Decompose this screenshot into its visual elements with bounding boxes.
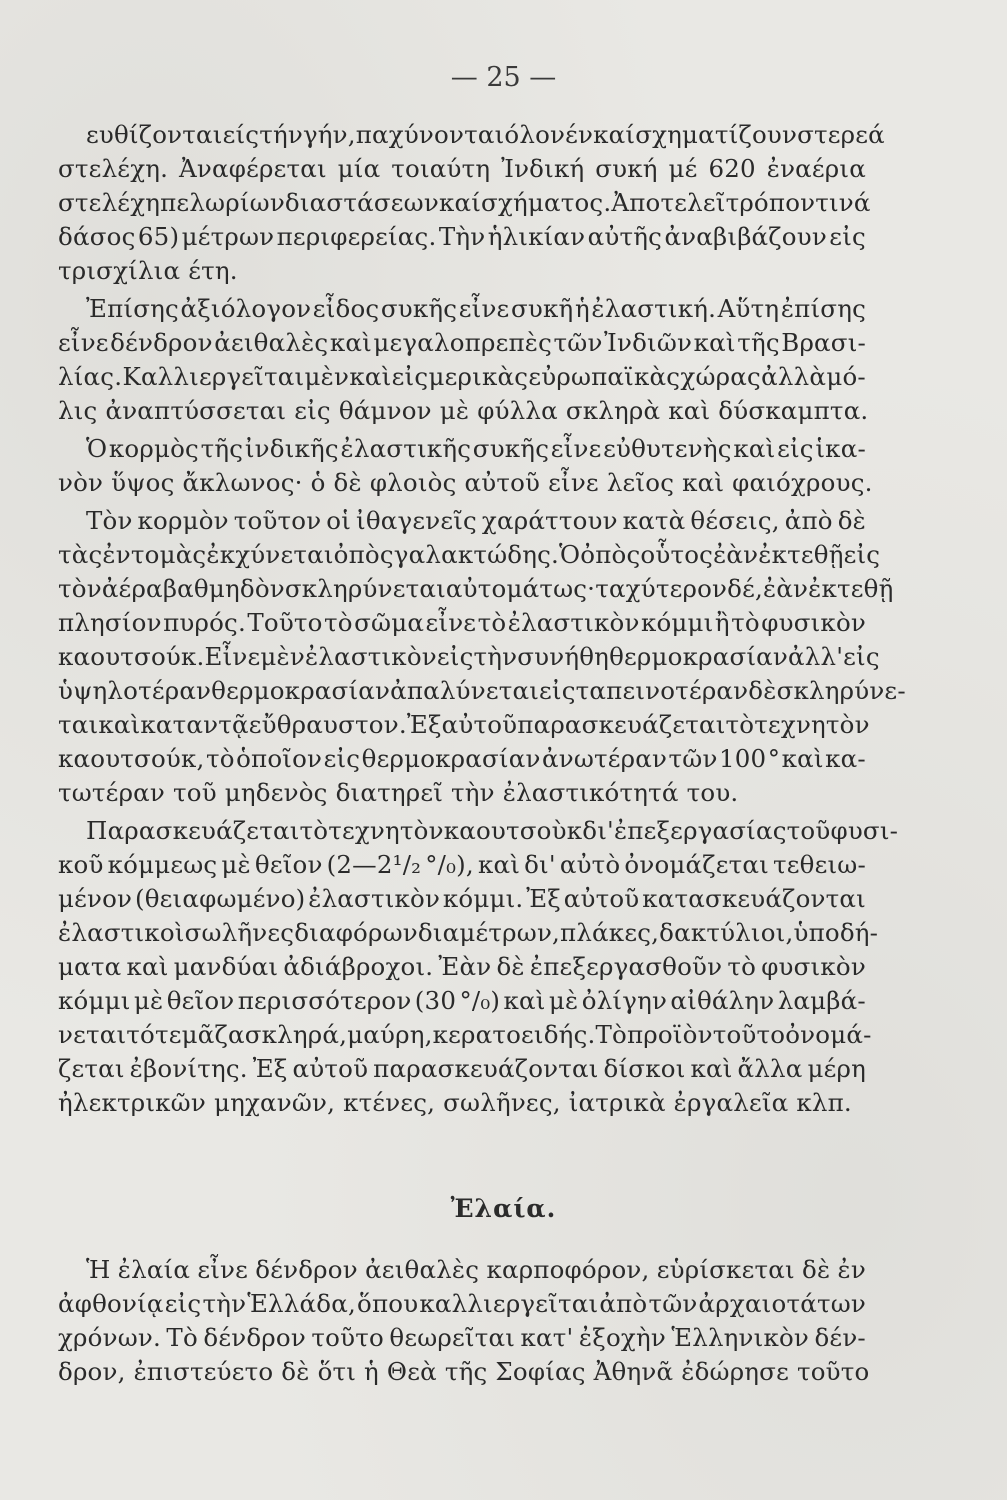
text-line: Παρασκευάζεται τὸ τεχνητὸν καουτσοὺκ δι'ἐπεξεργασίας τοῦ φυσι-	[86, 816, 899, 845]
text-line: χρόνων. Τὸ δένδρον τοῦτο θεωρεῖται κατ' ἐξοχὴν Ἑλληνικὸν δέν-	[58, 1323, 866, 1352]
paragraph	[58, 814, 899, 1120]
text-line: τὸν ἀέρα βαθμηδὸν σκληρύνεται αὐτομάτως· ταχύτερον δέ, ἐὰν ἐκτεθῇ	[58, 574, 894, 603]
body-text-top	[58, 118, 906, 1120]
text-line: Ἐπίσης ἀξιόλογον εἶδος συκῆς εἶνε συκῆ ἡ ἐλαστική. Αὕτη ἐπίσης	[86, 294, 866, 323]
text-line: ευθίζονται είς τήν γήν, παχύνονται όλονέν καί σχηματίζουν στερεά	[86, 120, 885, 149]
text-line: νεται τότε μᾶζα σκληρά, μαύρη, κερατοειδής.Τὸ προϊὸν τοῦτο ὀνομά-	[58, 1020, 872, 1049]
text-line: ἠλεκτρικῶν μηχανῶν, κτένες, σωλῆνες, ἰατρικὰ ἐργαλεῖα κλπ.	[58, 1088, 852, 1117]
text-line: ἀφθονίᾳ εἰς τὴν Ἑλλάδα, ὅπου καλλιεργεῖται ἀπὸ τῶν ἀρχαιοτάτων	[58, 1289, 866, 1318]
text-line: λίας. Καλλιεργεῖται μὲν καὶ εἰς μερικὰς εὐρωπαϊκὰς χώρας ἀλλὰ μό-	[58, 362, 866, 391]
section-heading: Ἐλαία.	[450, 1194, 557, 1223]
text-line: καουτσούκ. Εἶνε μὲν ἐλαστικὸν εἰς τὴν συνήθη θερμοκρασίαν ἀλλ' εἰς	[58, 642, 880, 671]
paragraph	[58, 432, 873, 500]
text-line: ματα καὶ μανδύαι ἀδιάβροχοι. Ἐὰν δὲ ἐπεξεργασθοῦν τὸ φυσικὸν	[58, 952, 866, 981]
text-line: λις ἀναπτύσσεται εἰς θάμνον μὲ φύλλα σκληρὰ καὶ δύσκαμπτα.	[58, 396, 869, 425]
text-line: στελέχη πελωρίων διαστάσεων καί σχήματος. Ἀποτελεῖ τρόπον τινά	[58, 188, 871, 217]
text-line: ται καὶ καταντᾷ εὔθραυστον. Ἐξ αὐτοῦ παρασκευάζεται τὸ τεχνητὸν	[58, 710, 870, 739]
text-line: δάσος 65) μέτρων περιφερείας. Τὴν ἡλικίαν αὐτῆς ἀναβιβάζουν εἰς	[58, 222, 866, 251]
text-line: στελέχη. Ἀναφέρεται μία τοιαύτη Ἰνδική συκή μέ 620 ἐναέρια	[58, 154, 866, 183]
text-line: Ἡ ἐλαία εἶνε δένδρον ἀειθαλὲς καρποφόρον, εὑρίσκεται δὲ ἐν	[86, 1255, 866, 1284]
text-line: κοῦ κόμμεως μὲ θεῖον (2—2¹/₂ °/₀), καὶ δι' αὐτὸ ὀνομάζεται τεθειω-	[58, 850, 866, 879]
paragraph	[58, 1253, 870, 1389]
text-line: νὸν ὕψος ἄκλωνος· ὁ δὲ φλοιὸς αὐτοῦ εἶνε λεῖος καὶ φαιόχρους.	[58, 468, 873, 497]
text-line: Τὸν κορμὸν τοῦτον οἱ ἰθαγενεῖς χαράττουν κατὰ θέσεις, ἀπὸ δὲ	[86, 506, 866, 535]
text-line: τωτέραν τοῦ μηδενὸς διατηρεῖ τὴν ἐλαστικότητά του.	[58, 778, 739, 807]
text-line: δρον, ἐπιστεύετο δὲ ὅτι ἡ Θεὰ τῆς Σοφίας Ἀθηνᾶ ἐδώρησε τοῦτο	[58, 1357, 870, 1386]
body-text-bottom	[58, 1253, 870, 1389]
text-line: ὑψηλοτέραν θερμοκρασίαν ἀπαλύνεται εἰς ταπεινοτέραν δὲ σκληρύνε-	[58, 676, 906, 705]
text-line: τρισχίλια έτη.	[58, 256, 238, 285]
text-line: Ὁ κορμὸς τῆς ἰνδικῆς ἐλαστικῆς συκῆς εἶνε εὐθυτενὴς καὶ εἰς ἱκα-	[86, 434, 866, 463]
paragraph	[58, 504, 906, 810]
text-line: μένον (θειαφωμένο) ἐλαστικὸν κόμμι. Ἐξ αὐτοῦ κατασκευάζονται	[58, 884, 866, 913]
text-line: καουτσούκ, τὸ ὁποῖον εἰς θερμοκρασίαν ἀνωτέραν τῶν 100 ° καὶ κα-	[58, 744, 866, 773]
text-line: ἐλαστικοὶ σωλῆνες διαφόρων διαμέτρων, πλάκες, δακτύλιοι, ὑποδή-	[58, 918, 879, 947]
text-line: ζεται ἐβονίτης. Ἐξ αὐτοῦ παρασκευάζονται δίσκοι καὶ ἄλλα μέρη	[58, 1054, 866, 1083]
paragraph	[58, 118, 885, 288]
text-line: κόμμι μὲ θεῖον περισσότερον (30 °/₀) καὶ μὲ ὀλίγην αἰθάλην λαμβά-	[58, 986, 866, 1015]
text-line: τὰς ἐντομὰς ἐκχύνεται ὀπὸς γαλακτώδης.Ὁ ὀπὸς οὗτος ἐὰν ἐκτεθῇ εἰς	[58, 540, 881, 569]
text-line: πλησίον πυρός. Τοῦτο τὸ σῶμα εἶνε τὸ ἐλαστικὸν κόμμι ἢ τὸ φυσικὸν	[58, 608, 866, 637]
paragraph	[58, 292, 869, 428]
page-number: — 25 —	[450, 62, 557, 93]
text-line: εἶνε δένδρον ἀειθαλὲς καὶ μεγαλοπρεπὲς τῶν Ἰνδιῶν καὶ τῆς Βρασι-	[58, 328, 866, 357]
